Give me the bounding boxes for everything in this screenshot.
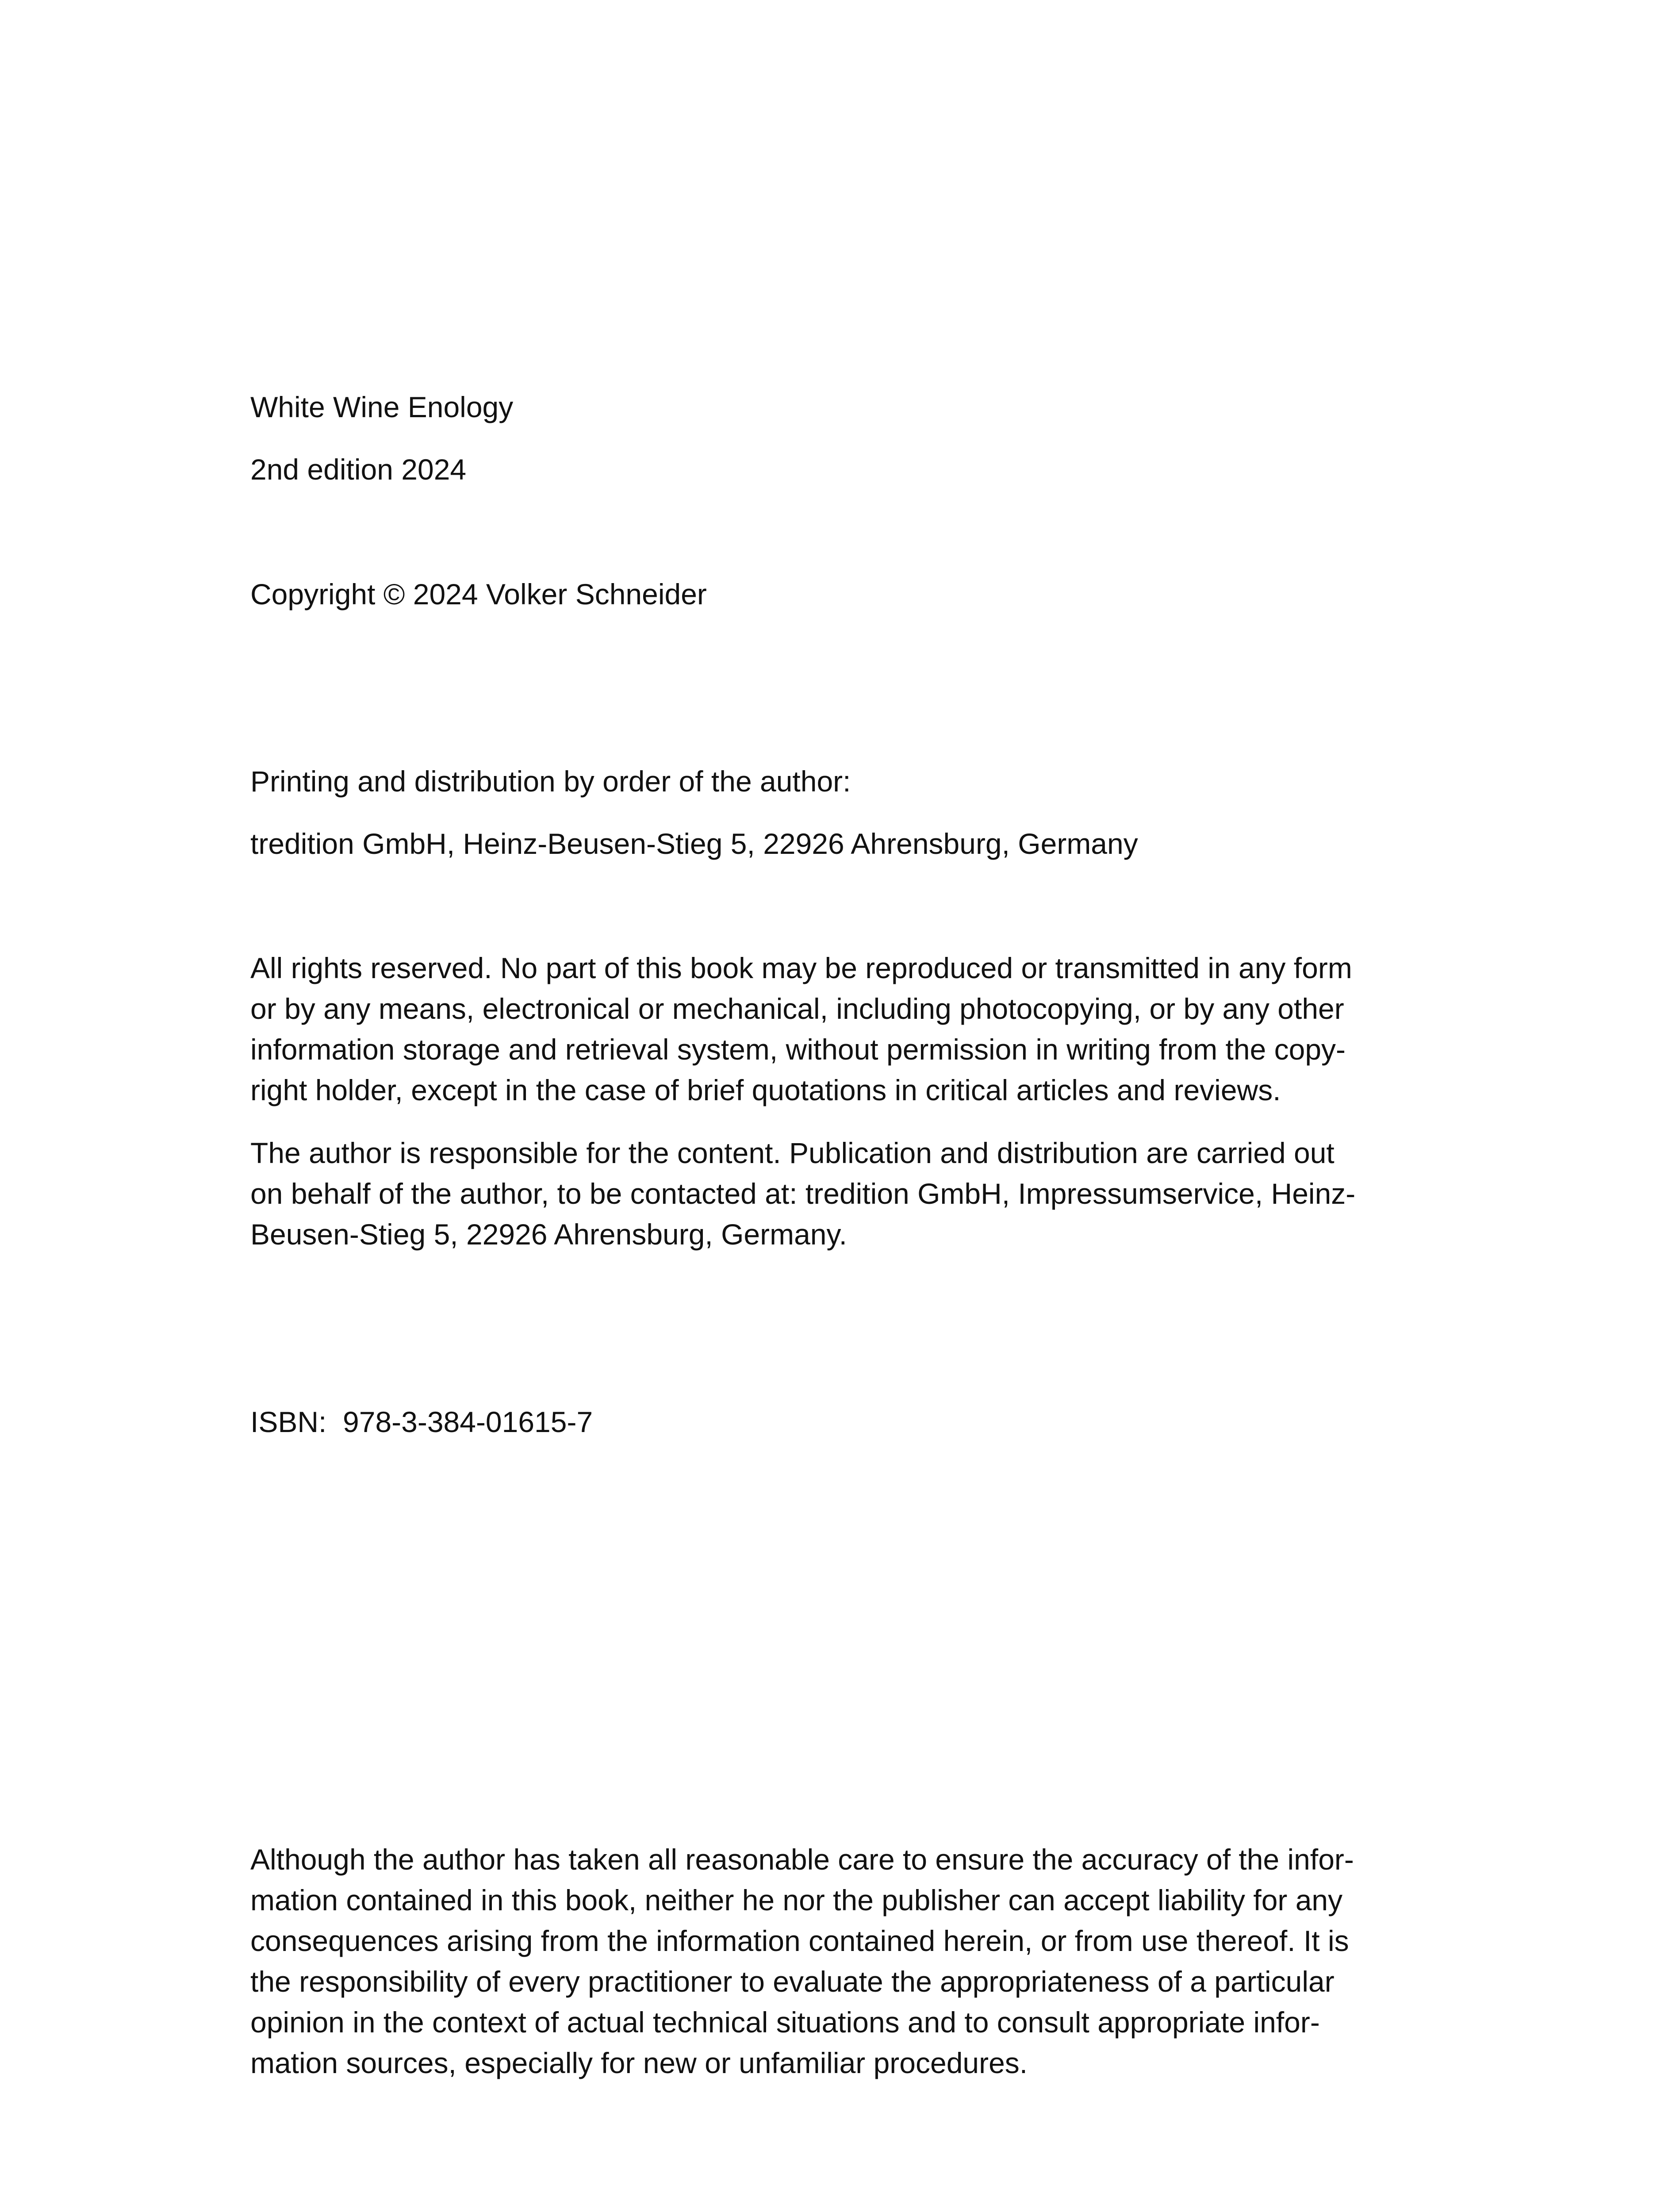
book-title: White Wine Enology (250, 391, 514, 423)
rights-line: information storage and retrieval system, without permission in writing from the copy- (250, 1033, 1346, 1066)
isbn-line: ISBN: 978-3-384-01615-7 (250, 1406, 593, 1438)
disclaimer-line: the responsibility of every practitioner to evaluate the appropriateness of a particular (250, 1965, 1335, 1998)
printing-label: Printing and distribution by order of the author: (250, 765, 851, 798)
publisher-address: tredition GmbH, Heinz-Beusen-Stieg 5, 22926 Ahrensburg, Germany (250, 827, 1138, 860)
disclaimer-line: Although the author has taken all reasonable care to ensure the accuracy of the infor- (250, 1843, 1354, 1876)
rights-line: or by any means, electronical or mechanical, including photocopying, or by any other (250, 992, 1344, 1025)
disclaimer-line: mation contained in this book, neither he nor the publisher can accept liability for any (250, 1884, 1343, 1916)
disclaimer-paragraph (250, 1839, 1418, 2083)
disclaimer-line: consequences arising from the information contained herein, or from use thereof. It is (250, 1924, 1349, 1957)
copyright-line: Copyright © 2024 Volker Schneider (250, 578, 707, 611)
responsibility-line: The author is responsible for the content. Publication and distribution are carried out (250, 1137, 1335, 1169)
responsibility-line: on behalf of the author, to be contacted at: tredition GmbH, Impressumservice, Heinz- (250, 1177, 1356, 1210)
rights-line: right holder, except in the case of brief quotations in critical articles and reviews. (250, 1074, 1281, 1106)
disclaimer-line: mation sources, especially for new or unfamiliar procedures. (250, 2047, 1028, 2079)
disclaimer-line: opinion in the context of actual technical situations and to consult appropriate infor- (250, 2006, 1320, 2039)
responsibility-line: Beusen-Stieg 5, 22926 Ahrensburg, Germany. (250, 1218, 847, 1251)
responsibility-paragraph (250, 1133, 1418, 1255)
edition-line: 2nd edition 2024 (250, 453, 467, 486)
rights-line: All rights reserved. No part of this book may be reproduced or transmitted in any form (250, 952, 1352, 984)
rights-paragraph (250, 948, 1418, 1110)
